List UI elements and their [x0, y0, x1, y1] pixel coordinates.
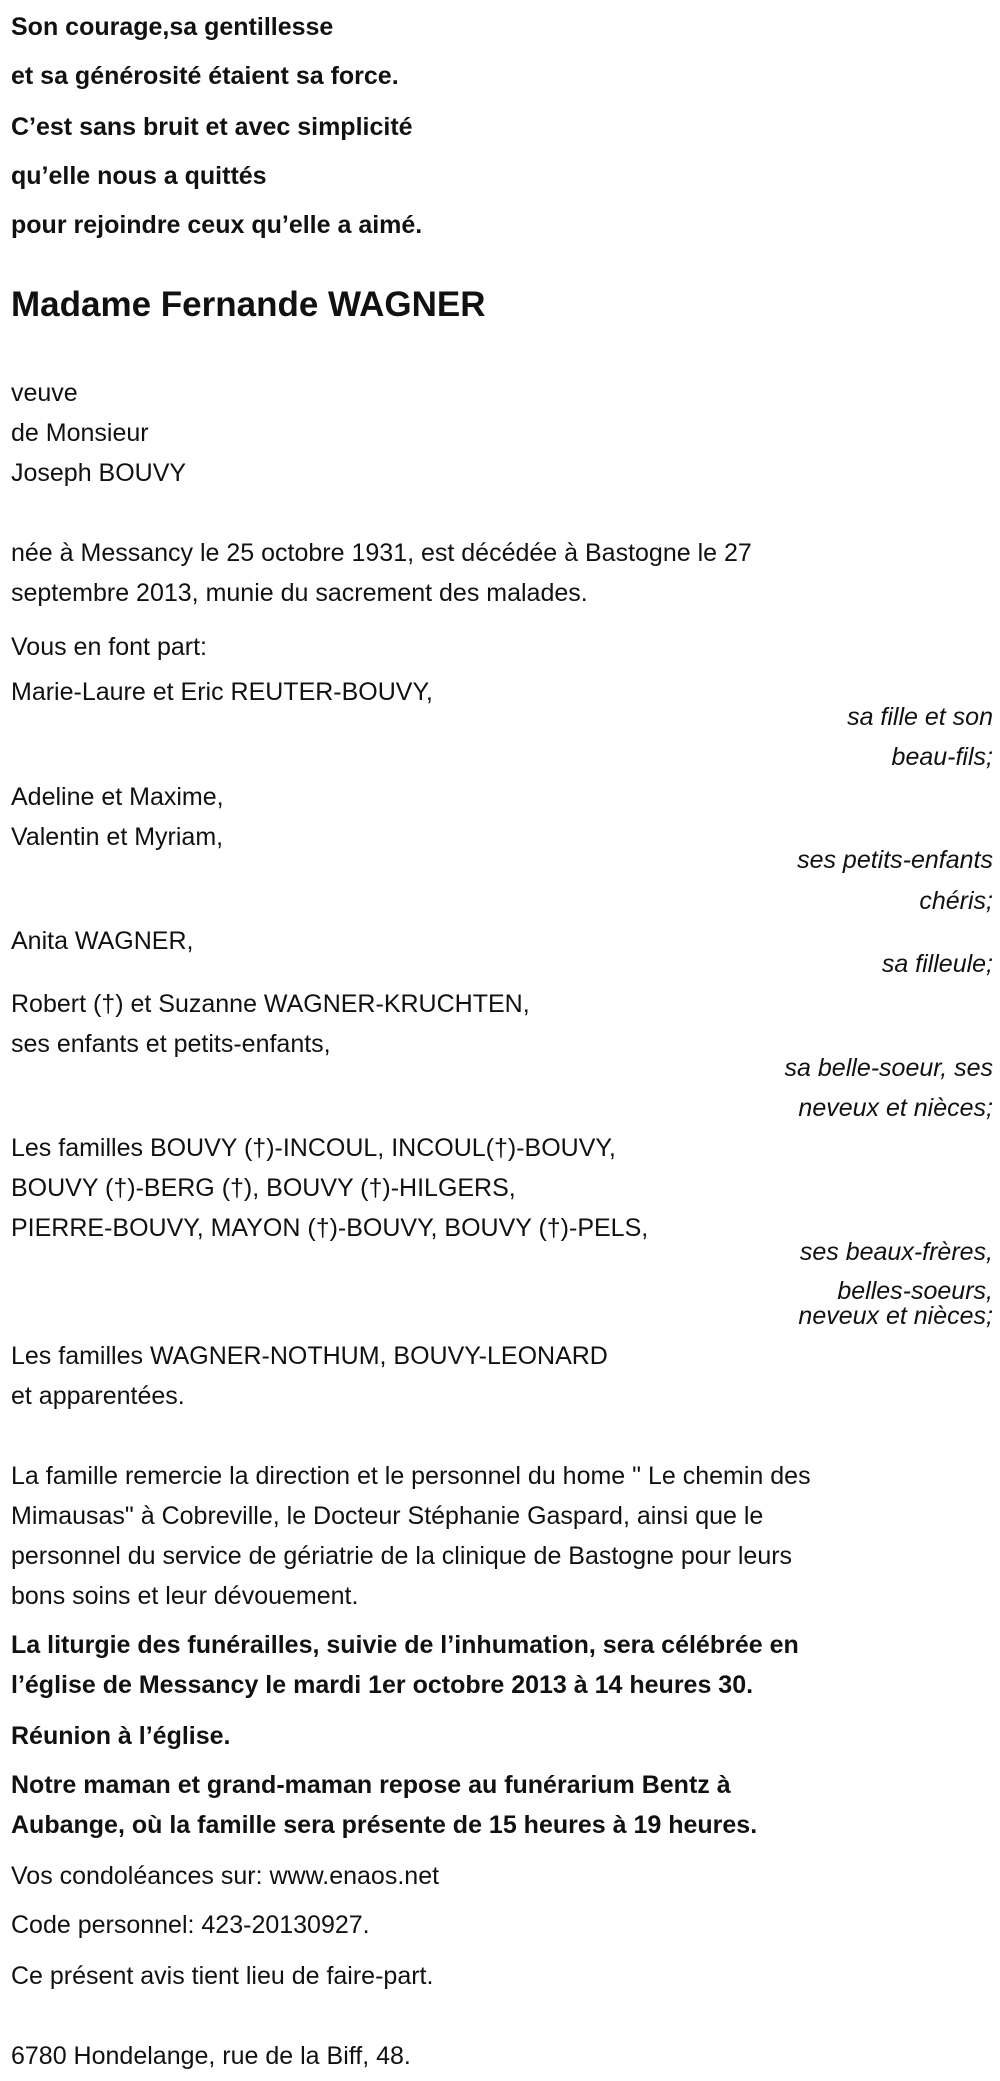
page-title: Madame Fernande WAGNER	[11, 285, 486, 324]
family-relation: chéris;	[919, 887, 993, 915]
address-line: 6780 Hondelange, rue de la Biff, 48.	[11, 2042, 411, 2070]
announce-intro: Vous en font part:	[11, 633, 207, 661]
family-names: Valentin et Myriam,	[11, 823, 224, 851]
family-names: et apparentées.	[11, 1382, 185, 1410]
poem-line: pour rejoindre ceux qu’elle a aimé.	[11, 211, 423, 239]
family-names: Les familles BOUVY (†)-INCOUL, INCOUL(†)-BOUVY,	[11, 1134, 616, 1162]
meeting-line: Réunion à l’église.	[11, 1722, 231, 1750]
family-names: Robert (†) et Suzanne WAGNER-KRUCHTEN,	[11, 990, 530, 1018]
funeral-home-line: Aubange, où la famille sera présente de 15 heures à 19 heures.	[11, 1811, 758, 1839]
poem-line: Son courage,sa gentillesse	[11, 13, 334, 41]
thanks-line: bons soins et leur dévouement.	[11, 1582, 359, 1610]
family-names: BOUVY (†)-BERG (†), BOUVY (†)-HILGERS,	[11, 1174, 516, 1202]
poem-line: et sa générosité étaient sa force.	[11, 62, 399, 90]
family-relation: sa fille et son	[847, 703, 993, 731]
family-relation: belles-soeurs,	[837, 1277, 993, 1305]
thanks-line: La famille remercie la direction et le personnel du home " Le chemin des	[11, 1462, 811, 1490]
family-names: Adeline et Maxime,	[11, 783, 224, 811]
liturgy-line: La liturgie des funérailles, suivie de l’inhumation, sera célébrée en	[11, 1631, 799, 1659]
birth-death-line: née à Messancy le 25 octobre 1931, est décédée à Bastogne le 27	[11, 539, 752, 567]
family-relation: beau-fils;	[891, 743, 993, 771]
family-relation: sa filleule;	[881, 950, 993, 978]
liturgy-line: l’église de Messancy le mardi 1er octobre 2013 à 14 heures 30.	[11, 1671, 754, 1699]
funeral-home-line: Notre maman et grand-maman repose au funérarium Bentz à	[11, 1771, 731, 1799]
condolences-line: Vos condoléances sur: www.enaos.net	[11, 1862, 440, 1890]
personal-code: Code personnel: 423-20130927.	[11, 1911, 370, 1939]
family-names: PIERRE-BOUVY, MAYON (†)-BOUVY, BOUVY (†)-PELS,	[11, 1214, 649, 1242]
family-names: Anita WAGNER,	[11, 927, 194, 955]
spouse-line: de Monsieur	[11, 419, 149, 447]
family-relation: sa belle-soeur, ses	[784, 1054, 993, 1082]
family-names: ses enfants et petits-enfants,	[11, 1030, 331, 1058]
birth-death-line: septembre 2013, munie du sacrement des malades.	[11, 579, 588, 607]
family-names: Les familles WAGNER-NOTHUM, BOUVY-LEONARD	[11, 1342, 608, 1370]
poem-line: qu’elle nous a quittés	[11, 162, 267, 190]
family-names: Marie-Laure et Eric REUTER-BOUVY,	[11, 678, 433, 706]
thanks-line: personnel du service de gériatrie de la clinique de Bastogne pour leurs	[11, 1542, 793, 1570]
family-relation: ses petits-enfants	[797, 846, 993, 874]
notice-line: Ce présent avis tient lieu de faire-part.	[11, 1962, 434, 1990]
spouse-line: veuve	[11, 379, 78, 407]
family-relation: neveux et nièces;	[798, 1094, 993, 1122]
poem-line: C’est sans bruit et avec simplicité	[11, 113, 413, 141]
family-relation: neveux et nièces;	[798, 1302, 993, 1330]
family-relation: ses beaux-frères,	[799, 1238, 993, 1266]
thanks-line: Mimausas" à Cobreville, le Docteur Stéphanie Gaspard, ainsi que le	[11, 1502, 764, 1530]
spouse-line: Joseph BOUVY	[11, 459, 187, 487]
